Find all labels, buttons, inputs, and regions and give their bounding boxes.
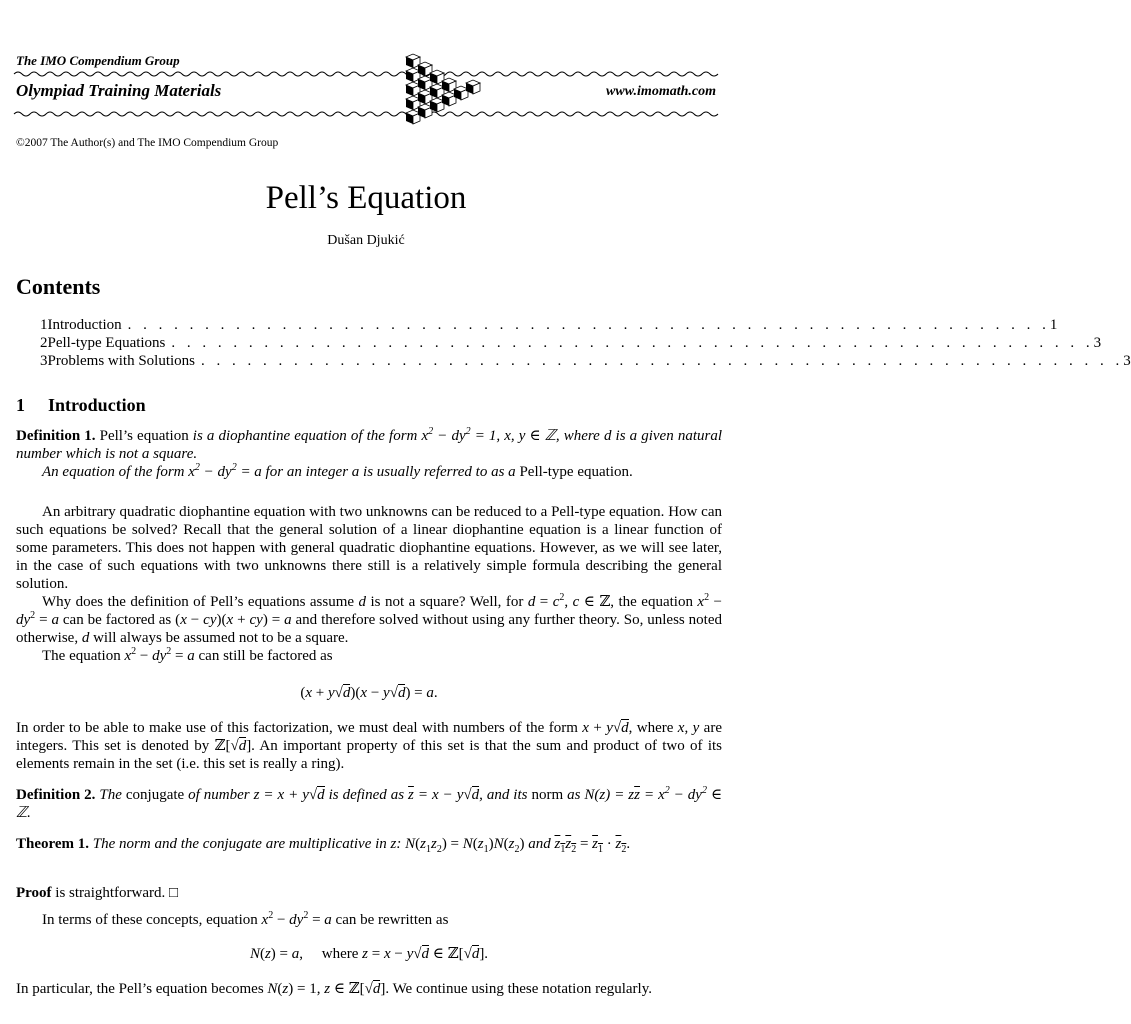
toc-title: Pell-type Equations xyxy=(47,335,166,351)
paper-title: Pell’s Equation xyxy=(265,180,467,216)
paper-author: Dušan Djukić xyxy=(327,233,405,248)
proof-text: is straightforward. □ xyxy=(51,885,179,901)
header-group-name: The IMO Compendium Group xyxy=(16,53,180,68)
toc-page: 3 xyxy=(1123,353,1131,369)
header-url[interactable]: www.imomath.com xyxy=(606,84,716,99)
toc-entry-pell-type[interactable] xyxy=(16,335,1102,352)
toc-page: 1 xyxy=(1049,317,1058,333)
toc-leader-dots: . . . . . . . . . . . . . . . . . . . . . . . . . . . . . . . . . . . . . . . . . . . . . . . . . . . . . . . . . . . . xyxy=(171,335,1094,351)
section-title: Introduction xyxy=(48,395,146,415)
norm-paragraph: In terms of these concepts, equation $x^2 - dy^2 = a$ can be rewritten as xyxy=(42,910,449,928)
toc-number: 1 xyxy=(40,317,48,333)
toc-entry-introduction[interactable] xyxy=(16,317,1058,334)
factorization-formula: (x + y√d)(x − y√d) = a. xyxy=(300,685,438,701)
theorem-label: Theorem 1. xyxy=(16,836,90,852)
norm-formula: N(z) = a, where z = x − y√d ∈ ℤ[√d]. xyxy=(249,946,489,962)
toc-page: 3 xyxy=(1093,335,1102,351)
definition-1: Definition 1. Pell’s equation is a diophantine equation of the form $x^2 - dy^2 = 1$, x, y ∈ ℤ, where d is a given natural number which is not a square. An equation of the form $x^2 - dy^2 = a$ for an integer a is usually referred to as a Pell-type equation. xyxy=(16,426,722,480)
proof-label: Proof xyxy=(16,885,52,901)
header-wave-rule-bottom xyxy=(14,110,722,118)
section-number: 1 xyxy=(16,395,25,415)
toc-number: 2 xyxy=(40,335,48,351)
toc-title: Problems with Solutions xyxy=(47,353,196,369)
copyright-notice: ©2007 The Author(s) and The IMO Compendium Group xyxy=(16,137,279,149)
header-series-title: Olympiad Training Materials xyxy=(16,81,222,100)
ring-paragraph: In order to be able to make use of this factorization, we must deal with numbers of the form x + y√d, where x, y are integers. This set is denoted by ℤ[√d]. An important property of this set is that the sum and product of two of its elements remain in the set (i.e. this set is really a ring). xyxy=(16,720,722,772)
closing-paragraph: In particular, the Pell’s equation becomes N(z) = 1, z ∈ ℤ[√d]. We continue using these notation regularly. xyxy=(16,981,652,997)
toc-title: Introduction xyxy=(47,317,122,333)
definition-label: Definition 2. xyxy=(16,787,96,803)
contents-heading: Contents xyxy=(16,274,101,299)
toc-number: 3 xyxy=(40,353,48,369)
header-wave-rule xyxy=(14,70,722,78)
intro-paragraphs: An arbitrary quadratic diophantine equation with two unknowns can be reduced to a Pell-type equation. How can such equations be solved? Recall that the general solution of a linear diophantine equation is a linear function of some parameters. This does not happen with general quadratic diophantine equations. However, as we will see later, in the case of such equations with two unknowns there still is a relatively simple formula describing the general solution. Why does the definition of Pell’s equations assume d is not a square? Well, for $d = c^2$, c ∈ ℤ, the equation $x^2 - dy^2 = a$ can be factored as (x − cy)(x + cy) = a and therefore solved without using any further theory. So, unless noted otherwise, d will always be assumed not to be a square. The equation $x^2 - dy^2 = a$ can still be factored as xyxy=(16,504,723,664)
definition-label: Definition 1. xyxy=(16,428,96,444)
theorem-1: Theorem 1. The norm and the conjugate are multiplicative in z: $N(z_1z_2) = N(z_1)N(z_2)$ and $z_1z_2 = z_1 \cdot z_2$. xyxy=(16,836,631,855)
imo-cube-logo xyxy=(404,52,486,132)
toc-leader-dots: . . . . . . . . . . . . . . . . . . . . . . . . . . . . . . . . . . . . . . . . . . . . . . . . . . . . . . . . . . . . xyxy=(127,317,1050,333)
section-heading-introduction xyxy=(16,395,146,416)
definition-2: Definition 2. The conjugate of number z = x + y√d is defined as $\overline{z} = x - y√d$, and its norm as $N(z) = z\overline{z} = x^2 - dy^2$ ∈ ℤ. xyxy=(16,785,723,821)
toc-leader-dots: . . . . . . . . . . . . . . . . . . . . . . . . . . . . . . . . . . . . . . . . . . . . . . . . . . . . . . . . . . . . xyxy=(201,353,1124,369)
toc-entry-problems[interactable] xyxy=(16,353,1131,370)
proof-line xyxy=(16,884,722,902)
